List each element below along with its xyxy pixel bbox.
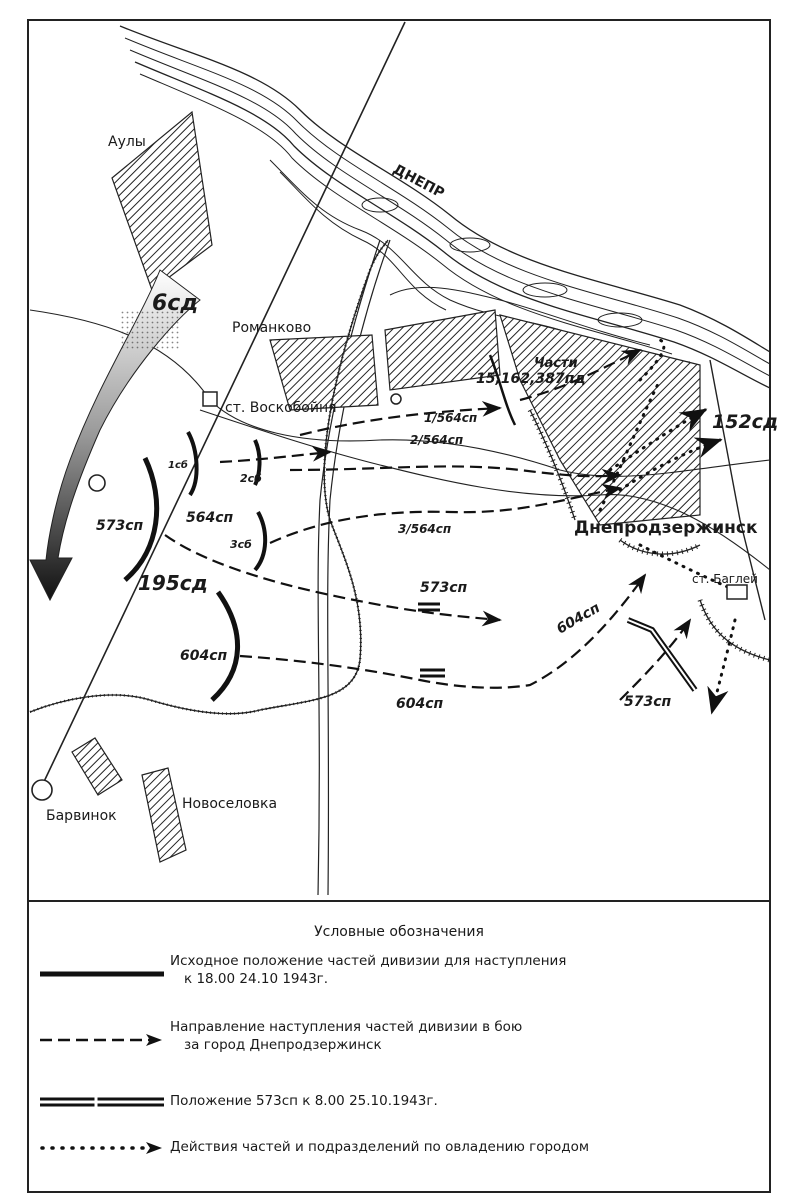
front-line-hatches — [30, 240, 388, 714]
legend-text: Направление наступления частей дивизии в бою — [170, 1019, 523, 1035]
unit-6sd: 6сд — [152, 291, 199, 316]
settlement-barvinok — [72, 738, 122, 795]
legend-text: за город Днепродзержинск — [184, 1037, 382, 1053]
unit-3sb: 3сб — [230, 538, 252, 551]
legend — [28, 900, 770, 1194]
front-line — [30, 240, 388, 714]
legend-text: Исходное положение частей дивизии для наступления — [170, 953, 567, 969]
unit-604sp-east: 604сп — [554, 600, 603, 638]
rail-loop — [32, 780, 52, 800]
unit-573sp-west: 573сп — [96, 518, 144, 534]
unit-parts-line1: Части — [534, 356, 578, 371]
double-line-icon — [38, 1090, 166, 1114]
station-bagley-icon — [727, 585, 747, 599]
position-604sp — [212, 592, 238, 700]
place-romankovo: Романково — [232, 320, 312, 336]
unit-152sd: 152сд — [712, 411, 779, 433]
rail-loop — [89, 475, 105, 491]
river-label: ДНЕПР — [390, 161, 447, 202]
legend-text: Положение 573сп к 8.00 25.10.1943г. — [170, 1093, 438, 1109]
place-voskoboynya: ст. Воскобойня — [225, 400, 337, 416]
unit-2-564sp: 2/564сп — [410, 433, 464, 447]
dashed-arrow-icon — [38, 1028, 166, 1052]
unit-573sp-east: 573сп — [624, 694, 672, 710]
settlement-novoselovka — [142, 768, 186, 862]
legend-text: Действия частей и подразделений по овладению городом — [170, 1139, 590, 1155]
legend-text: к 18.00 24.10 1943г. — [184, 971, 329, 987]
solid-line-icon — [38, 962, 166, 986]
place-bagley: ст. Баглей — [692, 572, 758, 586]
unit-parts-line2: 15,162,387пд — [476, 371, 586, 387]
unit-2sb: 2сб — [240, 472, 262, 485]
unit-564sp: 564сп — [186, 510, 234, 526]
unit-1sb: 1сб — [168, 460, 188, 471]
unit-1-564sp: 1/564сп — [424, 411, 478, 425]
unit-195sd: 195сд — [138, 571, 208, 595]
unit-3-564sp: 3/564сп — [398, 522, 452, 536]
place-novoselovka: Новоселовка — [182, 796, 278, 812]
place-barvinok: Барвинок — [46, 808, 117, 824]
unit-573sp-mid: 573сп — [420, 580, 468, 596]
station-voskoboynya-icon — [203, 392, 217, 406]
explosion-icon — [391, 394, 401, 404]
dotted-arrow-icon — [38, 1136, 166, 1160]
place-dneprodzerzhinsk: Днепродзержинск — [574, 518, 758, 538]
settlement-romankovo — [270, 335, 378, 410]
legend-title: Условные обозначения — [314, 924, 484, 940]
place-auly: Аулы — [108, 134, 146, 150]
unit-604sp-west: 604сп — [180, 648, 228, 664]
unit-604sp-mid: 604сп — [396, 696, 444, 712]
